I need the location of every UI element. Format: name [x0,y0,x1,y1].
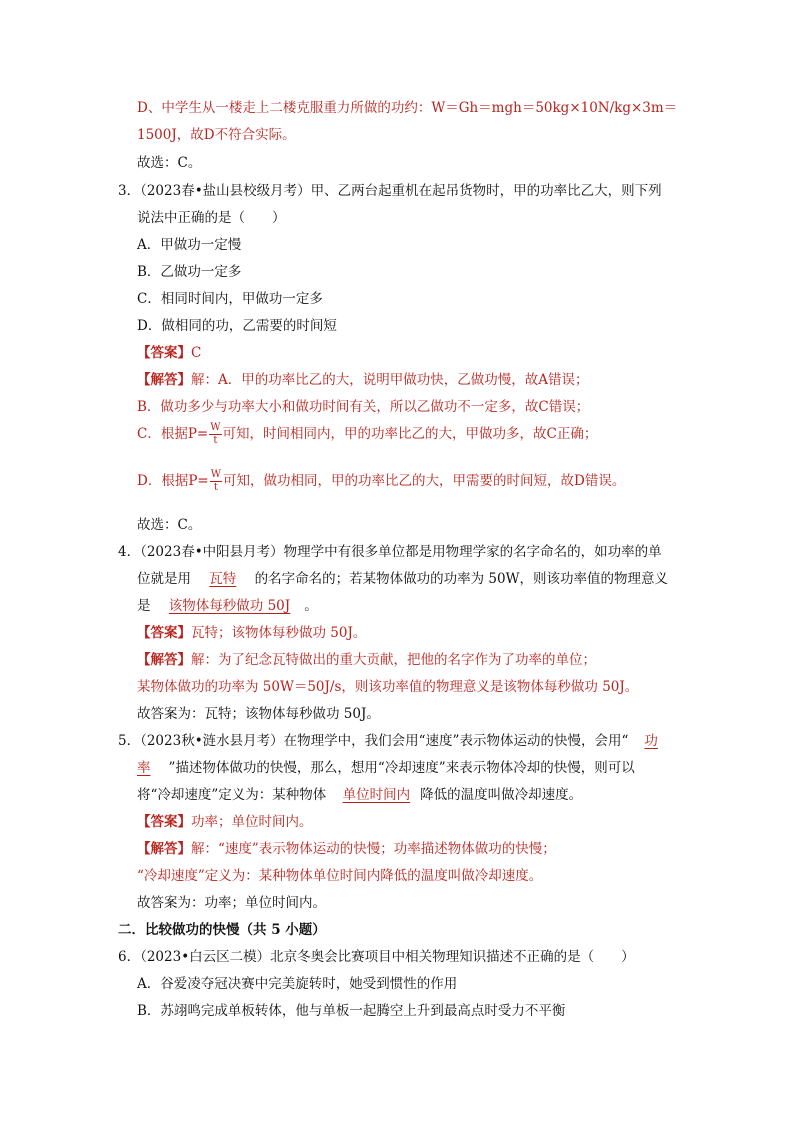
q3-option-d: D．做相同的功，乙需要的时间短 [137,318,337,334]
q4-answer [137,621,366,641]
analysis-tag: 【解答】 [137,841,191,857]
answer-tag: 【答案】 [137,814,191,830]
q4-analysis-line1 [137,648,596,668]
q3-analysis-b: B．做功多少与功率大小和做功时间有关，所以乙做功不一定多，故C错误； [137,399,590,415]
fraction-numerator: W [210,469,221,480]
q5-blank1b: 率 [137,760,151,776]
q3-stem-line1: 3．（2023春•盐山县校级月考）甲、乙两台起重机在起吊货物时，甲的功率比乙大，则下列 [118,183,662,199]
fraction-denominator: t [213,482,218,493]
q4-stem-line3-post: 。 [304,598,318,614]
analysis-c-post: 可知，时间相同内，甲的功率比乙的大，甲做功多，故C正确； [222,426,598,442]
q3-option-b: B．乙做功一定多 [137,264,242,280]
prev-d-line2: 1500J，故D不符合实际。 [137,127,296,143]
analysis-d-post: 可知，做功相同，甲的功率比乙的大，甲需要的时间短，故D错误。 [223,473,626,489]
q3-analysis-d [137,469,625,493]
fraction-numerator: W [210,422,221,433]
q4-blank1: 瓦特 [209,571,237,587]
q3-analysis-a [137,368,589,388]
q4-choice: 故答案为：瓦特；该物体每秒做功 50J。 [137,706,380,722]
power-fraction [210,470,222,493]
q3-option-a: A．甲做功一定慢 [137,237,242,253]
analysis-text: 解：“速度”表示物体运动的快慢；功率描述物体做功的快慢； [191,841,556,857]
q5-stem-line1-pre: 5．（2023秋•涟水县月考）在物理学中，我们会用“速度”表示物体运动的快慢，会用“ [118,733,629,749]
q5-stem-line2 [137,756,635,776]
answer-value: 瓦特；该物体每秒做功 50J。 [191,625,367,641]
q5-stem-line2-post: ”描述物体做功的快慢，那么，想用“冷却速度”来表示物体冷却的快慢，则可以 [168,760,635,776]
q5-blank2: 单位时间内 [342,787,411,803]
prev-choice: 故选：C。 [137,155,202,171]
q4-stem-line3 [137,594,318,614]
answer-tag: 【答案】 [137,625,191,641]
analysis-text: 解：为了纪念瓦特做出的重大贡献，把他的名字作为了功率的单位； [191,652,596,668]
q4-stem-line2-pre: 位就是用 [137,571,191,587]
q4-stem-line3-pre: 是 [137,598,151,614]
analysis-c-pre: C．根据P= [137,426,209,442]
q4-blank2: 该物体每秒做功 50J [168,598,291,614]
q5-stem-line3-post: 降低的温度叫做冷却速度。 [420,787,583,803]
fraction-denominator: t [213,435,218,446]
q4-stem-line2-post: 的名字命名的；若某物体做功的功率为 50W，则该功率值的物理意义 [254,571,668,587]
q4-stem-line1: 4．（2023春•中阳县月考）物理学中有很多单位都是用物理学家的名字命名的，如功率的单 [118,544,662,560]
q5-analysis-line1 [137,837,556,857]
q6-stem-line1: 6．（2023•白云区二模）北京冬奥会比赛项目中相关物理知识描述不正确的是（ ） [118,949,635,965]
answer-tag: 【答案】 [137,345,191,361]
q5-analysis-line2: “冷却速度”定义为：某种物体单位时间内降低的温度叫做冷却速度。 [137,868,543,884]
q3-choice: 故选：C。 [137,517,202,533]
q5-stem-line1 [118,729,658,749]
section-title: 二．比较做功的快慢（共 5 小题） [118,922,326,938]
q4-analysis-line2: 某物体做功的功率为 50W＝50J/s，则该功率值的物理意义是该物体每秒做功 50J。 [137,679,639,695]
q4-stem-line2 [137,567,668,587]
q5-stem-line3 [137,783,582,803]
analysis-text: 解：A．甲的功率比乙的大，说明甲做功快，乙做功慢，故A错误； [191,372,589,388]
q3-answer [137,341,201,361]
power-fraction [209,423,221,446]
answer-value: C [191,345,202,361]
q5-stem-line3-pre: 将“冷却速度”定义为：某种物体 [137,787,327,803]
q6-option-b: B．苏翊鸣完成单板转体，他与单板一起腾空上升到最高点时受力不平衡 [137,1003,566,1019]
q3-analysis-c [137,422,597,446]
analysis-d-pre: D．根据P= [137,473,209,489]
q5-blank1a: 功 [644,733,658,749]
q6-option-a: A．谷爱凌夺冠决赛中完美旋转时，她受到惯性的作用 [137,976,458,992]
q5-choice: 故答案为：功率；单位时间内。 [137,895,326,911]
prev-d-line1: D、中学生从一楼走上二楼克服重力所做的功约：W＝Gh＝mgh＝50kg×10N/kg×3m＝ [137,100,678,116]
analysis-tag: 【解答】 [137,372,191,388]
answer-value: 功率；单位时间内。 [191,814,313,830]
analysis-tag: 【解答】 [137,652,191,668]
q5-answer [137,810,313,830]
q3-stem-line2: 说法中正确的是（ ） [137,210,286,226]
q3-option-c: C．相同时间内，甲做功一定多 [137,291,323,307]
